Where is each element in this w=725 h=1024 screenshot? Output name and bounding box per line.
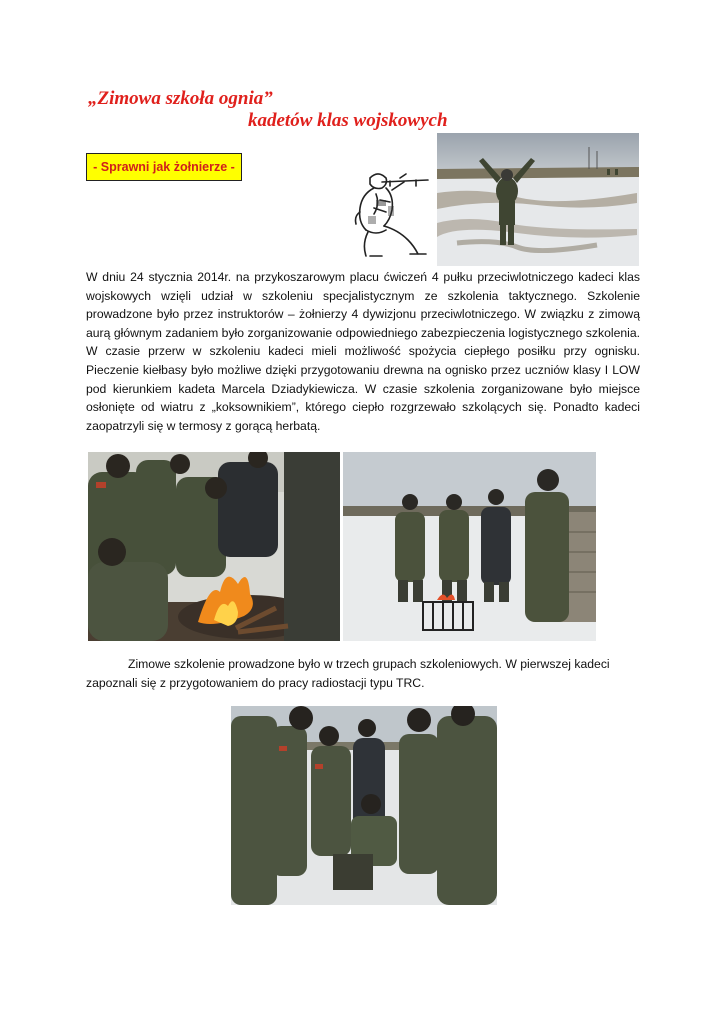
paragraph-second: Zimowe szkolenie prowadzone było w trzech grupach szkoleniowych. W pierwszej kadeci zapoznali się z przygotowaniem do pracy radiostacji typu TRC. (86, 657, 610, 690)
title-line-1: „Zimowa szkoła ognia” (88, 88, 273, 109)
photo-brazier (343, 452, 596, 641)
photo-radio-training (231, 706, 497, 905)
photo-arms-raised (437, 133, 639, 266)
soldier-sketch-image (330, 160, 435, 265)
title-line-2: kadetów klas wojskowych (248, 110, 448, 131)
photo-campfire (88, 452, 340, 641)
section-badge: - Sprawni jak żołnierze - (86, 153, 242, 181)
soldier-sketch-icon (330, 160, 435, 265)
paragraph-main: W dniu 24 stycznia 2014r. na przykoszarowym placu ćwiczeń 4 pułku przeciwlotniczego kadeci klas wojskowych wzięli udział w szkoleniu specjalistycznym ze szkolenia taktycznego. Szkolenie prowadzone było przez instruktorów – żołnierzy 4 dywizjonu przeciwlotniczego. W związku z zimową aurą głównym zadaniem było zorganizowanie odpowiedniego zabezpieczenia logistycznego szkolenia. W czasie przerw w szkoleniu kadeci mieli możliwość spożycia ciepłego posiłku przy ognisku. Pieczenie kiełbasy było możliwe dzięki przygotowaniu drewna na ognisko przez uczniów klasy I LOW pod kierunkiem kadeta Marcela Dziadykiewicza. W czasie szkolenia zorganizowane było miejsce osłonięte od wiatru z „koksownikiem”, którego ciepło rozgrzewało szkolących się. Ponadto kadeci zaopatrzyli się w termosy z gorącą herbatą. (86, 270, 640, 433)
